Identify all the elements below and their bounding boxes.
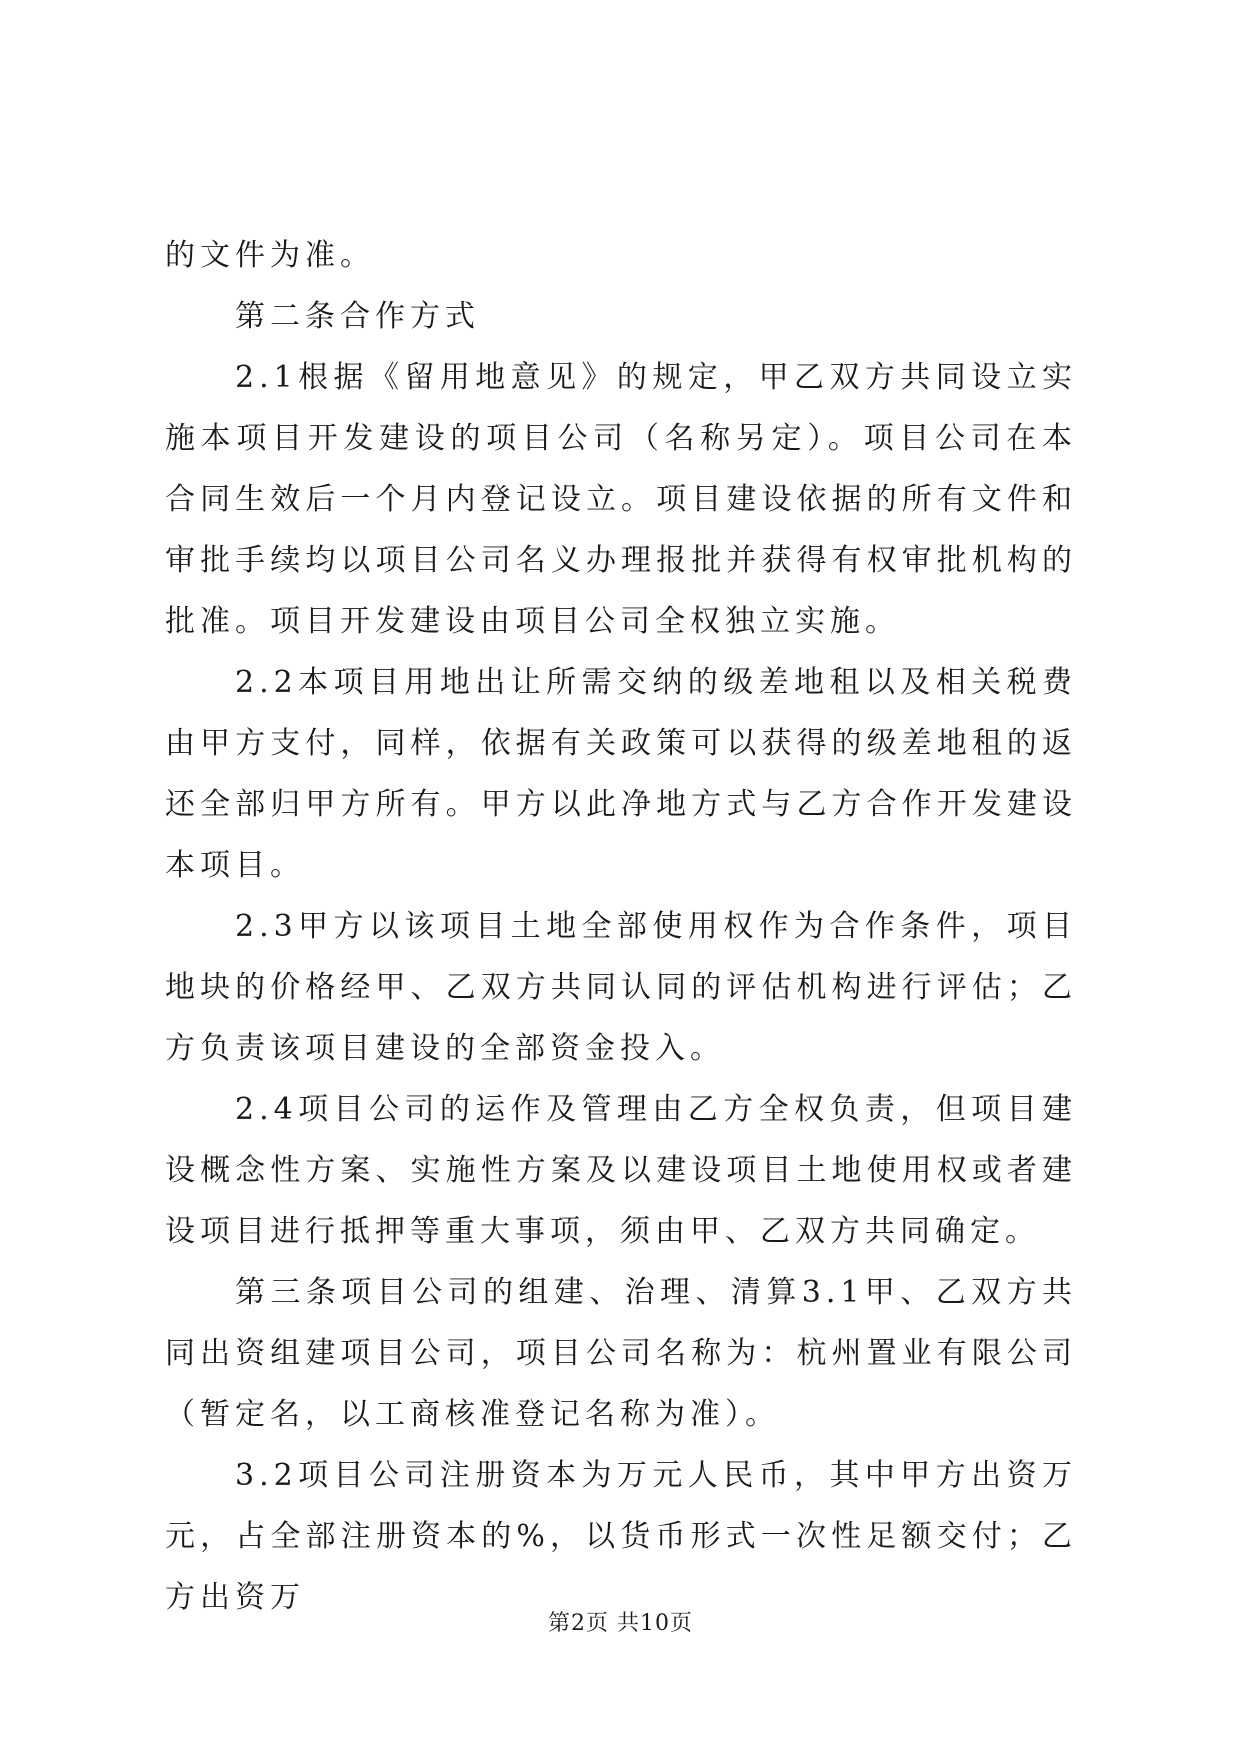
page-number-footer: 第2页 共10页 — [548, 1611, 693, 1636]
clause-2-2: 2.2本项目用地出让所需交纳的级差地租以及相关税费由甲方支付，同样，依据有关政策可以获得的级差地租的返还全部归甲方所有。甲方以此净地方式与乙方合作开发建设本项目。 — [165, 665, 1077, 883]
clause-2-1: 2.1根据《留用地意见》的规定，甲乙双方共同设立实施本项目开发建设的项目公司（名称另定）。项目公司在本合同生效后一个月内登记设立。项目建设依据的所有文件和审批手续均以项目公司名义办理报批并获得有权审批机构的批准。项目开发建设由项目公司全权独立实施。 — [165, 360, 1077, 639]
paragraph-continuation: 的文件为准。 — [165, 238, 375, 273]
article-3-clause-3-1: 第三条项目公司的组建、治理、清算3.1甲、乙双方共同出资组建项目公司，项目公司名称为：杭州置业有限公司（暂定名，以工商核准登记名称为准）。 — [165, 1275, 1077, 1432]
clause-3-2: 3.2项目公司注册资本为万元人民币，其中甲方出资万元，占全部注册资本的%，以货币形式一次性足额交付；乙方出资万 — [165, 1458, 1077, 1615]
article-2-heading: 第二条合作方式 — [235, 299, 480, 334]
clause-2-3: 2.3甲方以该项目土地全部使用权作为合作条件，项目地块的价格经甲、乙双方共同认同的评估机构进行评估；乙方负责该项目建设的全部资金投入。 — [165, 909, 1077, 1066]
clause-2-4: 2.4项目公司的运作及管理由乙方全权负责，但项目建设概念性方案、实施性方案及以建设项目土地使用权或者建设项目进行抵押等重大事项，须由甲、乙双方共同确定。 — [165, 1092, 1077, 1249]
document-body — [165, 225, 1077, 1628]
